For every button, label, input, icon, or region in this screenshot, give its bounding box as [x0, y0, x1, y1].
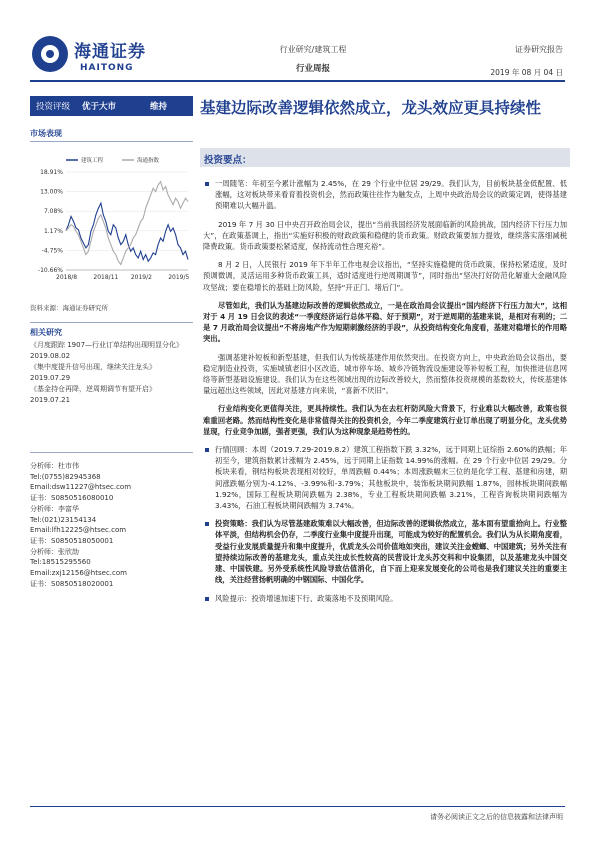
body-paragraph: 8 月 2 日，人民银行 2019 年下半年工作电视会议指出，“坚持实施稳健的货币政策，保持松紧适度，及时预调微调，灵活运用多种货币政策工具，适时适度进行逆周期调节”，同时指出“坚决打好防范化解重大金融风险攻坚战；要在稳增长的基础上防风险，坚持“开正门、堵后门”。 — [203, 260, 567, 292]
market-performance-chart — [30, 152, 193, 287]
rating-action: 维持 — [150, 102, 168, 112]
header-right — [490, 44, 563, 78]
analyst-email[interactable]: Email:dsw11227@htsec.com — [30, 483, 132, 492]
y-tick-label: -4.75% — [41, 247, 63, 255]
analyst-tel: Tel:18515295560 — [30, 558, 91, 567]
related-research-list — [30, 340, 193, 406]
report-type: 证券研究报告 — [515, 45, 563, 54]
footer-disclaimer: 请务必阅读正文之后的信息披露和法律声明 — [430, 813, 563, 821]
logo-mark-icon — [32, 36, 68, 72]
analyst-name: 分析师：李富华 — [30, 504, 79, 513]
related-item[interactable] — [30, 384, 193, 405]
related-item[interactable] — [30, 362, 193, 383]
rating-bar — [30, 96, 193, 116]
bullet-investment-strategy: 投资策略：我们认为尽管基建政策难以大幅改善，但边际改善的逻辑依然成立，基本面有望重拾向上。行业整体平淡，但结构机会仍存，二季度行业集中度提升出现，可能成为较好的配置机会。我们认为从长期角度看，受益行业发展质量提升和集中度提升，优质龙头公司价值地如突出，建议关注金螳螂、中国建筑；另外关注有望持续边际改善的基建龙头，重点关注成长性较高的民营设计龙头苏交科和中设集团，以及基建龙头中国交建、中国铁建。另外受系统性风险导致估值消化，自下而上迎来发展变化的公司也是我们建议关注的重要主线，关注经营扬帆明确的中钢国际、中国化学。 — [203, 518, 567, 585]
series-line — [66, 182, 188, 265]
related-item-title: 《基金持仓再降，逆周期调节有望开启》 — [30, 385, 156, 393]
analyst-tel: Tel:(0755)82945368 — [30, 472, 101, 481]
analyst-name: 分析师：杜市伟 — [30, 462, 79, 470]
y-tick-label: 18.91% — [40, 169, 63, 176]
analyst-email[interactable]: Email:lfh12225@htsec.com — [30, 526, 127, 535]
body-paragraph: 强调基建补短板和新型基建，但我们认为传统基建作用依然突出。在投资方向上，中央政治局会议指出，要稳定制造业投资，实施城镇老旧小区改造、城市停车场、城乡冷链物流设施建设等补短板工程，加快推进信息网络等新型基础设施建设。我们认为在这些领域出现的边际改善较大，然而整体投资规模的基数较大，传统基建体量远超出这些领域，因此对基建方向来说，“喜新不厌旧”。 — [203, 352, 567, 396]
key-points-title: 投资要点： — [204, 155, 252, 166]
logo-text-cn: 海通证券 — [74, 42, 146, 62]
analyst-contacts — [30, 461, 193, 589]
header-center — [258, 44, 368, 74]
related-item-title: 《集中度提升信号出现，继续关注龙头》 — [30, 363, 156, 371]
bullet-market-review: 行情回顾：本周（2019.7.29-2019.8.2）建筑工程指数下跌 3.32%，远于同期上证综指 2.60%的跌幅；年初至今，建筑指数累计涨幅为 2.45%，远于同期上证指数 14.99%的涨幅。在 29 个行业中位居 29/29。分板块来看，钢结构板块表现相对较好，单周跌幅 0.44%；本周涨跌幅末三位的是化学工程、基建和房建，期间涨跌幅分别为-4.12%、-3.99%和-3.79%；其他板块中，装饰板块期间跌幅 1.87%，园林板块期间跌幅 1.92%，国际工程板块期间跌幅为 2.38%，专业工程板块期间跌幅 3.21%，工程咨询板块期间跌幅为 3.43%，石油工程板块期间跌幅为 3.74%。 — [203, 444, 567, 511]
chart-svg — [30, 152, 193, 287]
market-title-divider — [30, 141, 193, 142]
related-item-date: 2019.08.02 — [30, 351, 71, 360]
analyst-divider — [30, 452, 193, 453]
x-tick-label: 2019/2 — [130, 274, 152, 281]
body-paragraph-bold: 行业结构变化更值得关注，更具持续性。我们认为在去杠杆防风险大背景下，行业难以大幅改善，政策也很难重回老路。然而结构性变化是非常值得关注的投资机会，今年二季度建筑行业订单出现了明显分化，龙头优势显现，行业竞争加剧，强者更强，我们认为这种现象是趋势性的。 — [203, 404, 567, 436]
market-performance-title: 市场表现 — [30, 129, 62, 138]
logo-text-en: HAITONG — [80, 63, 134, 73]
report-kind: 行业周报 — [295, 64, 330, 74]
x-tick-label: 2018/8 — [56, 274, 78, 281]
analyst-name: 分析师：张欣劼 — [30, 547, 79, 556]
report-body — [203, 178, 567, 611]
report-title: 基建边际改善逻辑依然成立，龙头效应更具持续性 — [200, 98, 542, 117]
legend-label: 海通指数 — [137, 158, 160, 164]
related-item[interactable] — [30, 340, 193, 361]
analyst-tel: Tel:(021)23154134 — [30, 515, 97, 524]
analyst-cert: 证书：S0850516080010 — [30, 494, 114, 503]
rating-label: 投资评级 — [36, 102, 71, 112]
y-tick-label: -10.66% — [37, 267, 63, 274]
report-date: 2019 年 08 月 04 日 — [490, 68, 563, 77]
key-points-bar — [200, 148, 570, 167]
analyst-cert: 证书：S0850518020001 — [30, 579, 114, 588]
header-divider — [30, 80, 565, 82]
y-tick-label: 1.17% — [43, 227, 63, 235]
related-item-title: 《月度跟踪 1907—行业订单结构出现明显分化》 — [30, 341, 184, 349]
related-item-date: 2019.07.29 — [30, 373, 71, 382]
analyst-email[interactable]: Email:zxj12156@htsec.com — [30, 569, 127, 578]
related-item-date: 2019.07.21 — [30, 395, 71, 404]
y-tick-label: 7.08% — [43, 208, 63, 216]
body-paragraph-bold: 尽管如此，我们认为基建边际改善的逻辑依然成立，一是在政治局会议提出“国内经济下行压力加大”，这相对于 4 月 19 日会议的表述“一季度经济运行总体平稳、好于预期”，对于逆周期的基建来说，是相对有利的；二是 7 月政治局会议提出“不将房地产作为短期刺激经济的手段”，从投资结构变化角度看，基建对稳增长的作用略突出。 — [203, 300, 567, 344]
body-paragraph: 2019 年 7 月 30 日中央召开政治局会议，提出“当前我国经济发展面临新的风险挑战，国内经济下行压力加大”，在政策基调上，指出“实施好积极的财政政策和稳健的货币政策。财政政策要加力提效，继续落实落细减税降费政策。货币政策要松紧适度，保持流动性合理充裕”。 — [203, 219, 567, 252]
legend-label: 建筑工程 — [81, 158, 104, 164]
report-category: 行业研究/建筑工程 — [279, 45, 347, 54]
related-research-title: 相关研究 — [30, 328, 62, 337]
rating-value: 优于大市 — [82, 102, 117, 112]
x-tick-label: 2019/5 — [168, 274, 190, 281]
bullet-risk-warning: 风险提示：投资增速加速下行、政策落地不及预期风险。 — [203, 593, 567, 604]
analyst-cert: 证书：S0850518050001 — [30, 536, 114, 545]
related-divider-top — [30, 322, 193, 323]
y-tick-label: 13.00% — [40, 188, 63, 196]
footer-divider — [30, 806, 565, 807]
x-tick-label: 2018/11 — [93, 274, 119, 281]
bullet-weekly-note: 一周随笔：年初至今累计涨幅为 2.45%，在 29 个行业中位居 29/29。我们认为，目前板块基金低配置、低涨幅，这对板块带来看育着投资机会，然而政策往往作为触发点，上周中央政治局会议的政策定调，使得基建预期难以大幅升温。 — [203, 178, 567, 212]
chart-source: 资料来源：海通证券研究所 — [30, 304, 108, 312]
company-logo — [32, 33, 182, 81]
series-line — [66, 203, 188, 261]
